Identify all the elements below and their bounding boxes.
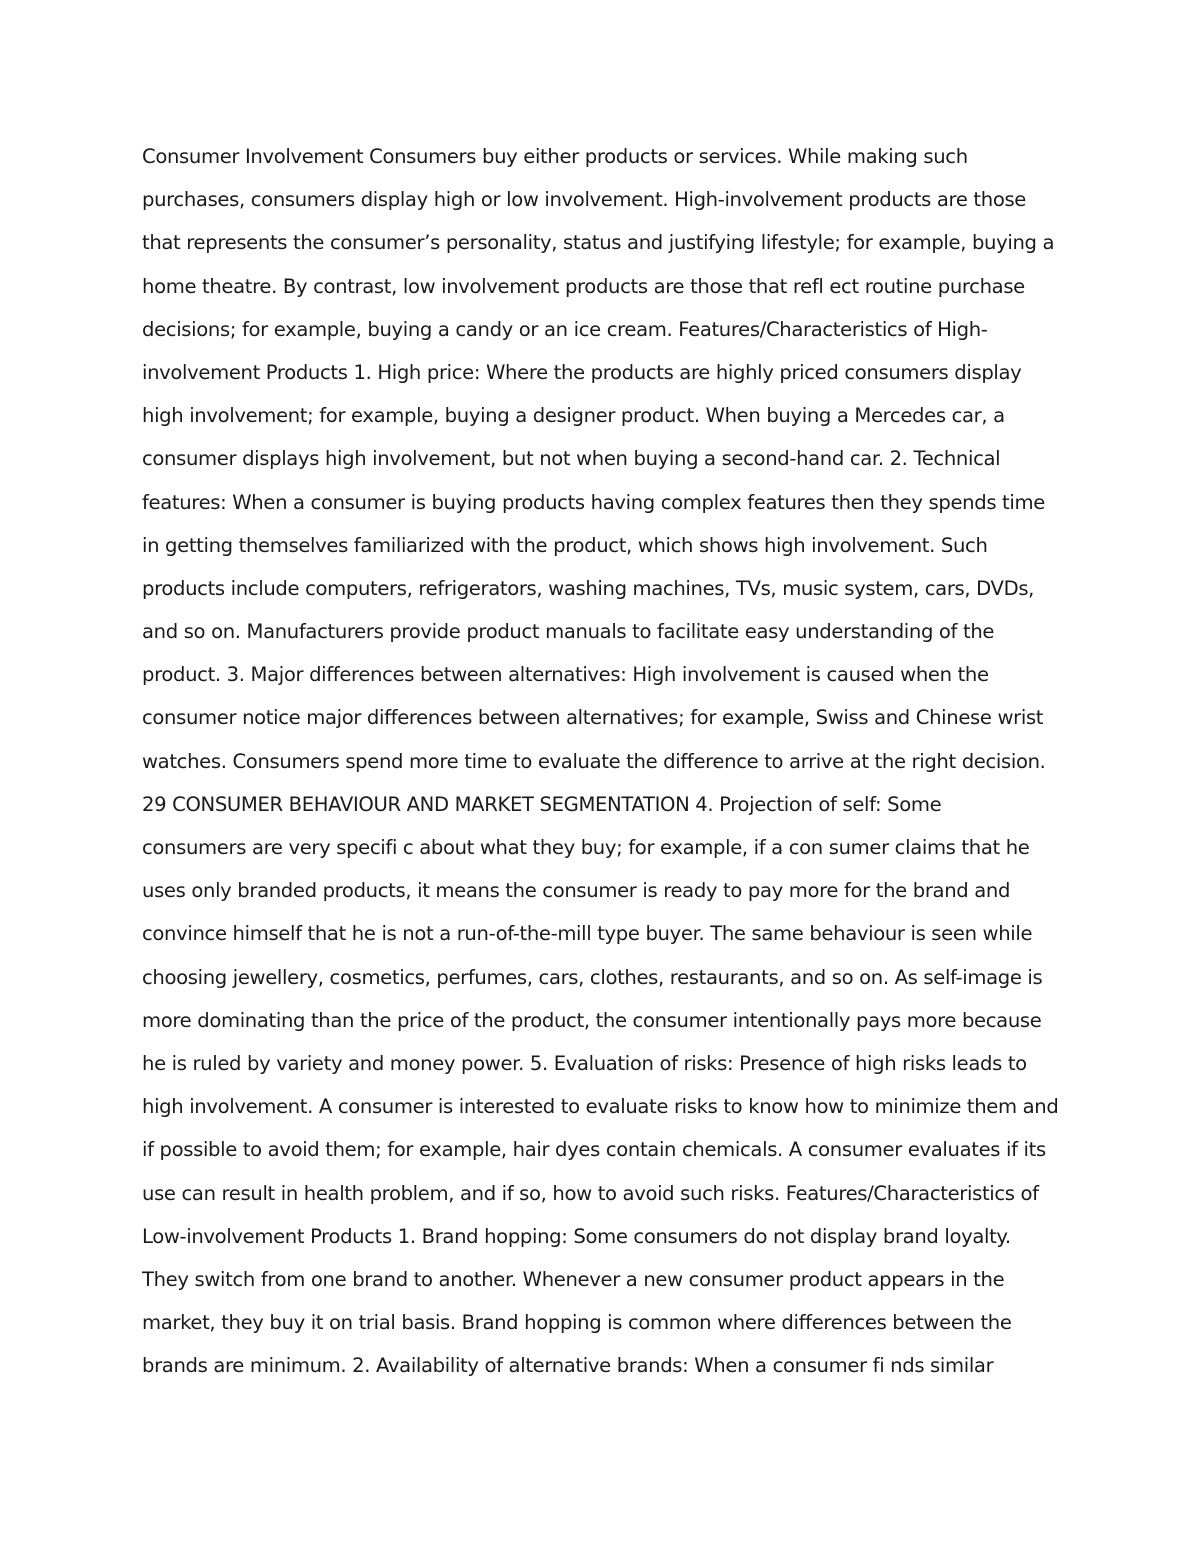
- text-line: 29 CONSUMER BEHAVIOUR AND MARKET SEGMENTATION 4. Projection of self: Some: [142, 792, 942, 816]
- text-line: uses only branded products, it means the consumer is ready to pay more for the brand and: [142, 879, 1011, 903]
- text-line: home theatre. By contrast, low involvement products are those that refl ect routine purchase: [142, 274, 1025, 298]
- text-line: Consumer Involvement Consumers buy either products or services. While making such: [142, 145, 968, 168]
- text-line: consumer notice major differences between alternatives; for example, Swiss and Chinese wrist: [142, 706, 1044, 730]
- text-line: product. 3. Major differences between alternatives: High involvement is caused when the: [142, 663, 989, 687]
- text-line: market, they buy it on trial basis. Brand hopping is common where differences between the: [142, 1311, 1012, 1335]
- text-line: decisions; for example, buying a candy or an ice cream. Features/Characteristics of High-: [142, 317, 988, 341]
- text-line: more dominating than the price of the product, the consumer intentionally pays more because: [142, 1008, 1042, 1032]
- text-line: high involvement. A consumer is interested to evaluate risks to know how to minimize them and: [142, 1095, 1059, 1119]
- text-line: that represents the consumer’s personality, status and justifying lifestyle; for example, buying a: [142, 231, 1055, 255]
- body-paragraph: [142, 135, 1082, 1387]
- text-line: and so on. Manufacturers provide product manuals to facilitate easy understanding of the: [142, 620, 995, 644]
- text-line: convince himself that he is not a run-of-the-mill type buyer. The same behaviour is seen while: [142, 922, 1033, 946]
- text-line: high involvement; for example, buying a designer product. When buying a Mercedes car, a: [142, 404, 1005, 428]
- text-line: consumers are very specifi c about what they buy; for example, if a con sumer claims that he: [142, 836, 1030, 859]
- text-line: in getting themselves familiarized with the product, which shows high involvement. Such: [142, 533, 988, 557]
- text-line: features: When a consumer is buying products having complex features then they spends time: [142, 490, 1045, 514]
- text-line: purchases, consumers display high or low involvement. High-involvement products are those: [142, 188, 1027, 212]
- text-line: products include computers, refrigerators, washing machines, TVs, music system, cars, DVDs,: [142, 576, 1035, 600]
- text-line: consumer displays high involvement, but not when buying a second-hand car. 2. Technical: [142, 447, 1001, 471]
- text-line: watches. Consumers spend more time to evaluate the difference to arrive at the right decision.: [142, 749, 1046, 773]
- text-line: brands are minimum. 2. Availability of alternative brands: When a consumer fi nds similar: [142, 1354, 994, 1378]
- text-line: involvement Products 1. High price: Where the products are highly priced consumers display: [142, 360, 1022, 384]
- text-line: he is ruled by variety and money power. 5. Evaluation of risks: Presence of high risks leads to: [142, 1051, 1027, 1075]
- text-line: if possible to avoid them; for example, hair dyes contain chemicals. A consumer evaluates if its: [142, 1138, 1046, 1162]
- text-line: choosing jewellery, cosmetics, perfumes, cars, clothes, restaurants, and so on. As self-image is: [142, 965, 1043, 989]
- text-line: They switch from one brand to another. Whenever a new consumer product appears in the: [142, 1267, 1005, 1291]
- text-line: use can result in health problem, and if so, how to avoid such risks. Features/Characteristics of: [142, 1181, 1039, 1205]
- text-line: Low-involvement Products 1. Brand hopping: Some consumers do not display brand loyalty.: [142, 1224, 1011, 1248]
